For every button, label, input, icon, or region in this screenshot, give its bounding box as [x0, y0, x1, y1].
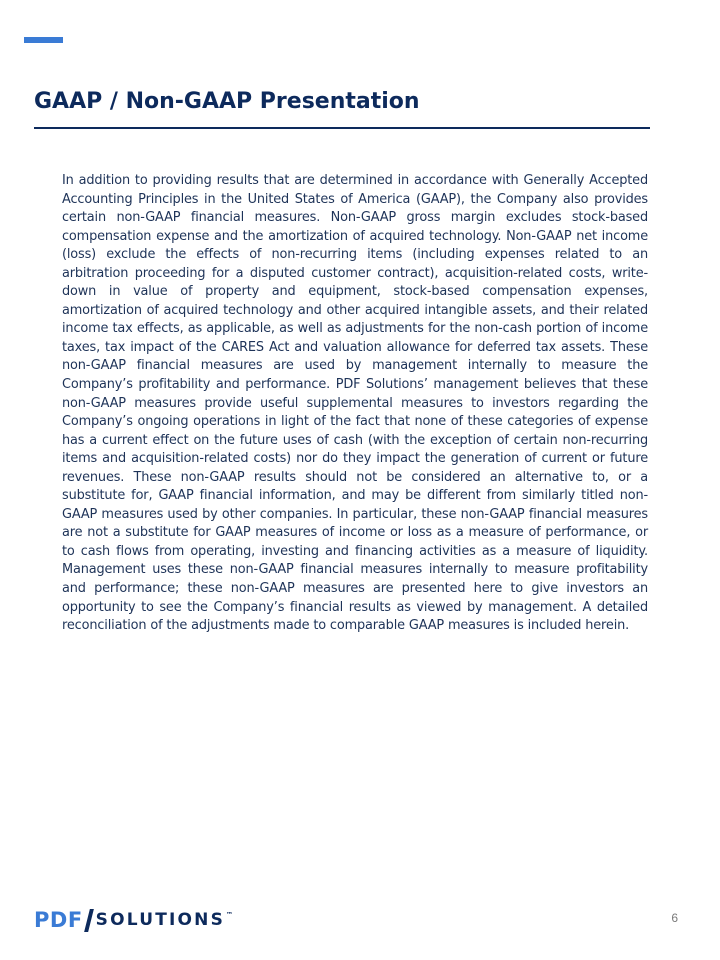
- page-title: GAAP / Non-GAAP Presentation: [34, 89, 420, 114]
- logo-slash-icon: [84, 909, 94, 932]
- logo-pdf-text: PDF: [34, 908, 83, 932]
- logo-trademark: ™: [226, 911, 234, 919]
- disclaimer-paragraph: In addition to providing results that are determined in accordance with Generally Accepted Accounting Principles in the United States of America (GAAP), the Company also provides certain non-GAAP financial measures. Non-GAAP gross margin excludes stock-based compensation expense and the amortization of acquired technology. Non-GAAP net income (loss) exclude the effects of non-recurring items (including expenses related to an arbitration proceeding for a disputed customer contract), acquisition-related costs, write-down in value of property and equipment, stock-based compensation expenses, amortization of acquired technology and other acquired intangible assets, and their related income tax effects, as applicable, as well as adjustments for the non-cash portion of income taxes, tax impact of the CARES Act and valuation allowance for deferred tax assets. These non-GAAP financial measures are used by management internally to measure the Company’s profitability and performance. PDF Solutions’ management believes that these non-GAAP measures provide useful supplemental measures to investors regarding the Company’s ongoing operations in light of the fact that none of these categories of expense has a current effect on the future uses of cash (with the exception of certain non-recurring items and acquisition-related costs) nor do they impact the generation of current or future revenues. These non-GAAP results should not be considered an alternative to, or a substitute for, GAAP financial information, and may be different from similarly titled non-GAAP measures used by other companies. In particular, these non-GAAP financial measures are not a substitute for GAAP measures of income or loss as a measure of performance, or to cash flows from operating, investing and financing activities as a measure of liquidity. Management uses these non-GAAP financial measures internally to measure profitability and performance; these non-GAAP measures are presented here to give investors an opportunity to see the Company’s financial results as viewed by management. A detailed reconciliation of the adjustments made to comparable GAAP measures is included herein.: [62, 173, 648, 634]
- page-number: 6: [671, 911, 678, 925]
- accent-bar: [24, 37, 63, 43]
- logo-solutions-text: SOLUTIONS: [95, 910, 226, 930]
- title-divider: [34, 127, 650, 129]
- pdf-solutions-logo: [34, 908, 233, 932]
